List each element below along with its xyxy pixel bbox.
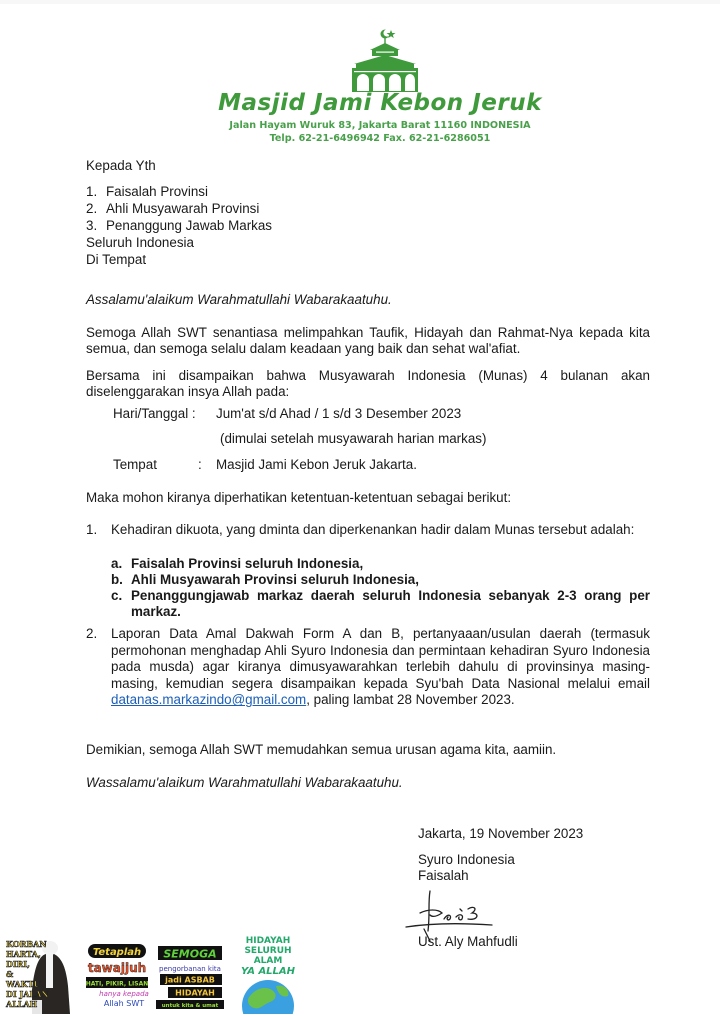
recipient-text: Ahli Musyawarah Provinsi bbox=[106, 201, 260, 216]
closing: Demikian, semoga Allah SWT memudahkan semua urusan agama kita, aamiin. bbox=[86, 742, 557, 757]
place-date: Jakarta, 19 November 2023 bbox=[418, 826, 584, 841]
sticker4-line: HIDAYAH bbox=[245, 936, 291, 946]
subitem-text: Faisalah Provinsi seluruh Indonesia, bbox=[131, 556, 364, 571]
letterhead-name: Masjid Jami Kebon Jeruk bbox=[218, 90, 542, 116]
sticker4-line: YA ALLAH bbox=[240, 966, 296, 977]
sticker4-line: SELURUH bbox=[244, 946, 292, 956]
provision-subitem bbox=[111, 572, 419, 588]
globe-icon bbox=[242, 980, 294, 1014]
sticker1-line: HARTA, bbox=[6, 949, 41, 959]
event-date-note: (dimulai setelah musyawarah harian markas) bbox=[220, 431, 487, 446]
provision-text: Kehadiran dikuota, yang dminta dan diperkenankan hadir dalam Munas tersebut adalah: bbox=[111, 522, 635, 537]
paragraph-intro: Semoga Allah SWT senantiasa melimpahkan Taufik, Hidayah dan Rahmat-Nya kepada kita semua, dan semoga selalu dalam keadaan yang baik dan sehat wal'afiat. bbox=[86, 325, 650, 356]
recipient-text: Penanggung Jawab Markas bbox=[106, 218, 273, 233]
sticker1-line: KORBAN bbox=[6, 939, 47, 949]
sticker1-line: & bbox=[6, 969, 14, 979]
greeting: Assalamu'alaikum Warahmatullahi Wabarakaatuhu. bbox=[86, 292, 392, 307]
sticker3-line: jadi ASBAB bbox=[165, 975, 215, 985]
sticker3-line: HIDAYAH bbox=[175, 988, 215, 998]
sticker1-line: DIRI, bbox=[6, 959, 30, 969]
provision-num: 2. bbox=[86, 626, 98, 641]
paragraph-announcement: Bersama ini disampaikan bahwa Musyawarah Indonesia (Munas) 4 bulanan akan diselenggarakan insya Allah pada: bbox=[86, 368, 650, 399]
event-date-value: Jum'at s/d Ahad / 1 s/d 3 Desember 2023 bbox=[216, 406, 462, 421]
salutation: Kepada Yth bbox=[86, 158, 156, 173]
sticker-hidayah-seluruh-alam bbox=[232, 934, 304, 1014]
recipient-place: Di Tempat bbox=[86, 252, 147, 267]
sticker2-line: Allah SWT bbox=[103, 999, 145, 1008]
farewell: Wassalamu'alaikum Warahmatullahi Wabarakaatuhu. bbox=[86, 775, 403, 790]
sticker2-line: hanya kepada bbox=[99, 990, 149, 998]
signature-org: Syuro Indonesia bbox=[418, 852, 515, 867]
event-place-value: Masjid Jami Kebon Jeruk Jakarta. bbox=[216, 457, 417, 472]
provision-subitem bbox=[111, 556, 363, 572]
sticker1-line: ALLAH bbox=[6, 999, 38, 1009]
sticker2-line: HATI, PIKIR, LISAN bbox=[85, 980, 149, 988]
recipient-scope: Seluruh Indonesia bbox=[86, 235, 194, 250]
subitem-letter: a. bbox=[111, 556, 123, 571]
sticker4-line: ALAM bbox=[253, 956, 283, 966]
sticker3-line: untuk kita & umat bbox=[161, 1003, 219, 1009]
sticker-tetaplah-tawajjuh bbox=[84, 934, 150, 1014]
subitem-letter: b. bbox=[111, 572, 123, 587]
sticker3-line: SEMOGA bbox=[163, 947, 217, 961]
event-date-label: Hari/Tanggal : bbox=[113, 406, 196, 421]
recipient-item bbox=[86, 184, 208, 200]
provision-subitem-c-text: Penanggungjawab markaz daerah seluruh Indonesia sebanyak 2-3 orang per markaz. bbox=[131, 588, 650, 619]
mosque-logo-icon bbox=[340, 28, 430, 94]
letterhead-contact: Telp. 62-21-6496942 Fax. 62-21-6286051 bbox=[269, 133, 491, 144]
sticker3-line: pengorbanan kita bbox=[159, 965, 221, 973]
provision-text-before: Laporan Data Amal Dakwah Form A dan B, pertanyaaan/usulan daerah (termasuk permohonan menghadap Ahli Syuro Indonesia dan permintaan kehadiran Syuro Indonesia pada musda) agar kiranya dimusyawarahkan terlebih dahulu di provinsinya masing-masing, kemudian segera disampaikan kepada Syu'bah Data Nasional melalui email bbox=[111, 626, 650, 691]
sticker-korban-harta bbox=[2, 934, 74, 1014]
letterhead-address: Jalan Hayam Wuruk 83, Jakarta Barat 11160 INDONESIA bbox=[229, 120, 531, 131]
top-strip bbox=[0, 0, 720, 4]
recipient-num: 2. bbox=[86, 201, 98, 216]
provision-text bbox=[111, 626, 650, 709]
sticker1-line: DI JALAN bbox=[6, 989, 49, 999]
signature-role: Faisalah bbox=[418, 868, 469, 883]
subitem-text: Ahli Musyawarah Provinsi seluruh Indonesia, bbox=[131, 572, 419, 587]
provisions-intro: Maka mohon kiranya diperhatikan ketentuan-ketentuan sebagai berikut: bbox=[86, 490, 512, 505]
sticker2-line: tawajjuh bbox=[87, 961, 147, 975]
provision-subitem-c-letter: c. bbox=[111, 588, 123, 603]
event-place-colon: : bbox=[198, 457, 202, 472]
sticker2-line: Tetaplah bbox=[92, 947, 142, 958]
signer-name: Ust. Aly Mahfudli bbox=[418, 934, 518, 949]
event-place-label: Tempat bbox=[113, 457, 157, 472]
recipient-item bbox=[86, 218, 272, 234]
provision-num: 1. bbox=[86, 522, 98, 537]
recipient-item bbox=[86, 201, 259, 217]
letterhead bbox=[180, 8, 580, 148]
recipient-num: 3. bbox=[86, 218, 98, 233]
sticker1-line: WAKTU bbox=[6, 979, 41, 989]
sticker-semoga bbox=[154, 934, 226, 1014]
recipient-num: 1. bbox=[86, 184, 98, 199]
provision-text-after: , paling lambat 28 November 2023. bbox=[306, 692, 515, 708]
recipient-text: Faisalah Provinsi bbox=[106, 184, 208, 199]
email-link[interactable]: datanas.markazindo@gmail.com bbox=[111, 692, 307, 708]
